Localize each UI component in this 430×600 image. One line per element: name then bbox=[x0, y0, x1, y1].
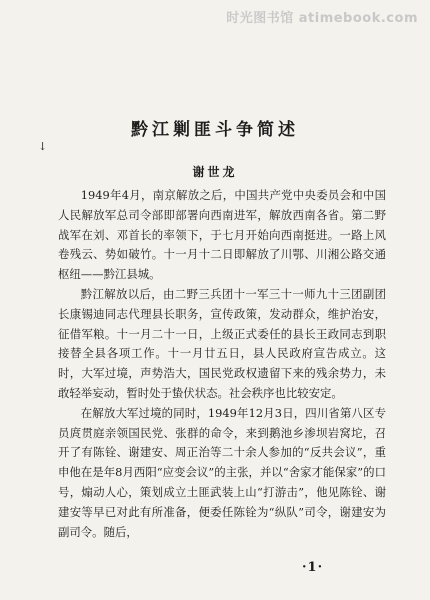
margin-mark: ↓ bbox=[38, 140, 48, 153]
page-number: ·1· bbox=[302, 560, 324, 575]
paragraph-2: 黔江解放以后，由二野三兵团十一军三十一师九十三团副团长康锡迪同志代理县长职务，宣传政策，发动群众，维护治安，征借军粮。十一月二十一日，上级正式委任的县长王政同志到职接替全县各项工作。十一月廿五日，县人民政府宣告成立。这时，大军过境，声势浩大，国民党政权遗留下来的残余势力，未敢轻举妄动，暂时处于蛰伏状态。社会秩序也比较安定。 bbox=[58, 286, 386, 400]
site-watermark: 时光图书馆 atimebook.com bbox=[226, 11, 418, 26]
article-body bbox=[58, 186, 386, 542]
article-title: 黔江剿匪斗争简述 bbox=[131, 120, 299, 140]
article-author: 谢世龙 bbox=[192, 165, 238, 179]
paragraph-3: 在解放大军过境的同时，1949年12月3日，四川省第八区专员庹贯庭亲领国民党、张群的命令，来到鹅池乡渗坝岩窝坨，召开了有陈铨、谢建安、周正治等二十余人参加的“反共会议”，重申他在是年8月西阳“应变会议”的主张，并以“舍家才能保家”的口号，煽动人心，策划成立土匪武装上山“打游击”，他见陈铨、谢建安等早已对此有所准备，便委任陈铨为“纵队”司令，谢建安为副司令。随后， bbox=[58, 405, 386, 539]
paragraph-1: 1949年4月，南京解放之后，中国共产党中央委员会和中国人民解放军总司令部即部署向西南进军，解放西南各省。第二野战军在刘、邓首长的率领下，于七月开始向西南挺进。一路上风卷残云、势如破竹。十一月十二日即解放了川鄂、川湘公路交通枢纽——黔江县城。 bbox=[58, 188, 386, 282]
